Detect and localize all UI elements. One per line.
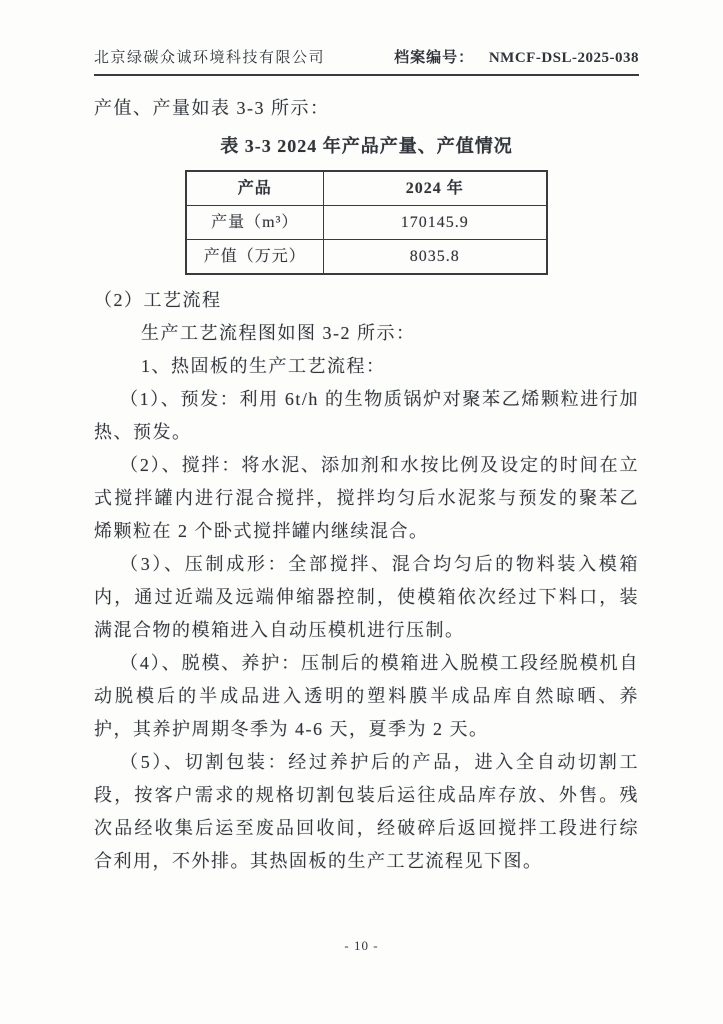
archive-number-value: NMCF-DSL-2025-038: [488, 50, 639, 66]
paragraph-step-3-pressing: （3）、压制成形：全部搅拌、混合均匀后的物料装入模箱内，通过近端及远端伸缩器控制，使模箱依次经过下料口，装满混合物的模箱进入自动压模机进行压制。: [94, 554, 639, 640]
table-header-row: [186, 171, 547, 206]
table-cell-output-value: 170145.9: [323, 206, 547, 240]
paragraph-step-5-cutting-packaging: （5）、切割包装：经过养护后的产品，进入全自动切割工段，按客户需求的规格切割包装后运往成品库存放、外售。残次品经收集后运至废品回收间，经破碎后返回搅拌工段进行综合利用，不外排。其热固板的生产工艺流程见下图。: [94, 752, 639, 871]
table-row-value: [186, 240, 547, 275]
archive-number-group: [394, 46, 639, 67]
document-header: [94, 46, 639, 76]
table-cell-output-label: 产量（m³）: [186, 206, 323, 240]
table-cell-value-label: 产值（万元）: [186, 240, 323, 275]
paragraph-board-process-heading: 1、热固板的生产工艺流程：: [141, 356, 386, 376]
paragraph-process-flow-heading: （2）工艺流程: [94, 290, 222, 310]
table-caption: 表 3-3 2024 年产品产量、产值情况: [220, 136, 513, 156]
paragraph-step-2-mixing: （2）、搅拌：将水泥、添加剂和水按比例及设定的时间在立式搅拌罐内进行混合搅拌，搅拌均匀后水泥浆与预发的聚苯乙烯颗粒在 2 个卧式搅拌罐内继续混合。: [94, 455, 639, 541]
paragraph-flow-figure-ref: 生产工艺流程图如图 3-2 所示：: [141, 323, 416, 343]
company-name: 北京绿碳众诚环境科技有限公司: [94, 50, 326, 66]
archive-number-label: 档案编号：: [394, 50, 475, 66]
page-number: - 10 -: [344, 938, 379, 953]
paragraph-step-1-prefoaming: （1）、预发：利用 6t/h 的生物质锅炉对聚苯乙烯颗粒进行加热、预发。: [94, 389, 639, 442]
paragraph-step-4-demolding-curing: （4）、脱模、养护：压制后的模箱进入脱模工段经脱模机自动脱模后的半成品进入透明的塑料膜半成品库自然晾晒、养护，其养护周期冬季为 4-6 天，夏季为 2 天。: [94, 653, 639, 739]
intro-line: 产值、产量如表 3-3 所示：: [94, 98, 330, 118]
table-row-output: [186, 206, 547, 240]
production-table: [185, 170, 548, 275]
table-cell-value-value: 8035.8: [323, 240, 547, 275]
process-paragraphs: [94, 284, 639, 878]
document-body: [94, 92, 639, 878]
table-header-product: 产品: [186, 171, 323, 206]
table-header-year: 2024 年: [323, 171, 547, 206]
